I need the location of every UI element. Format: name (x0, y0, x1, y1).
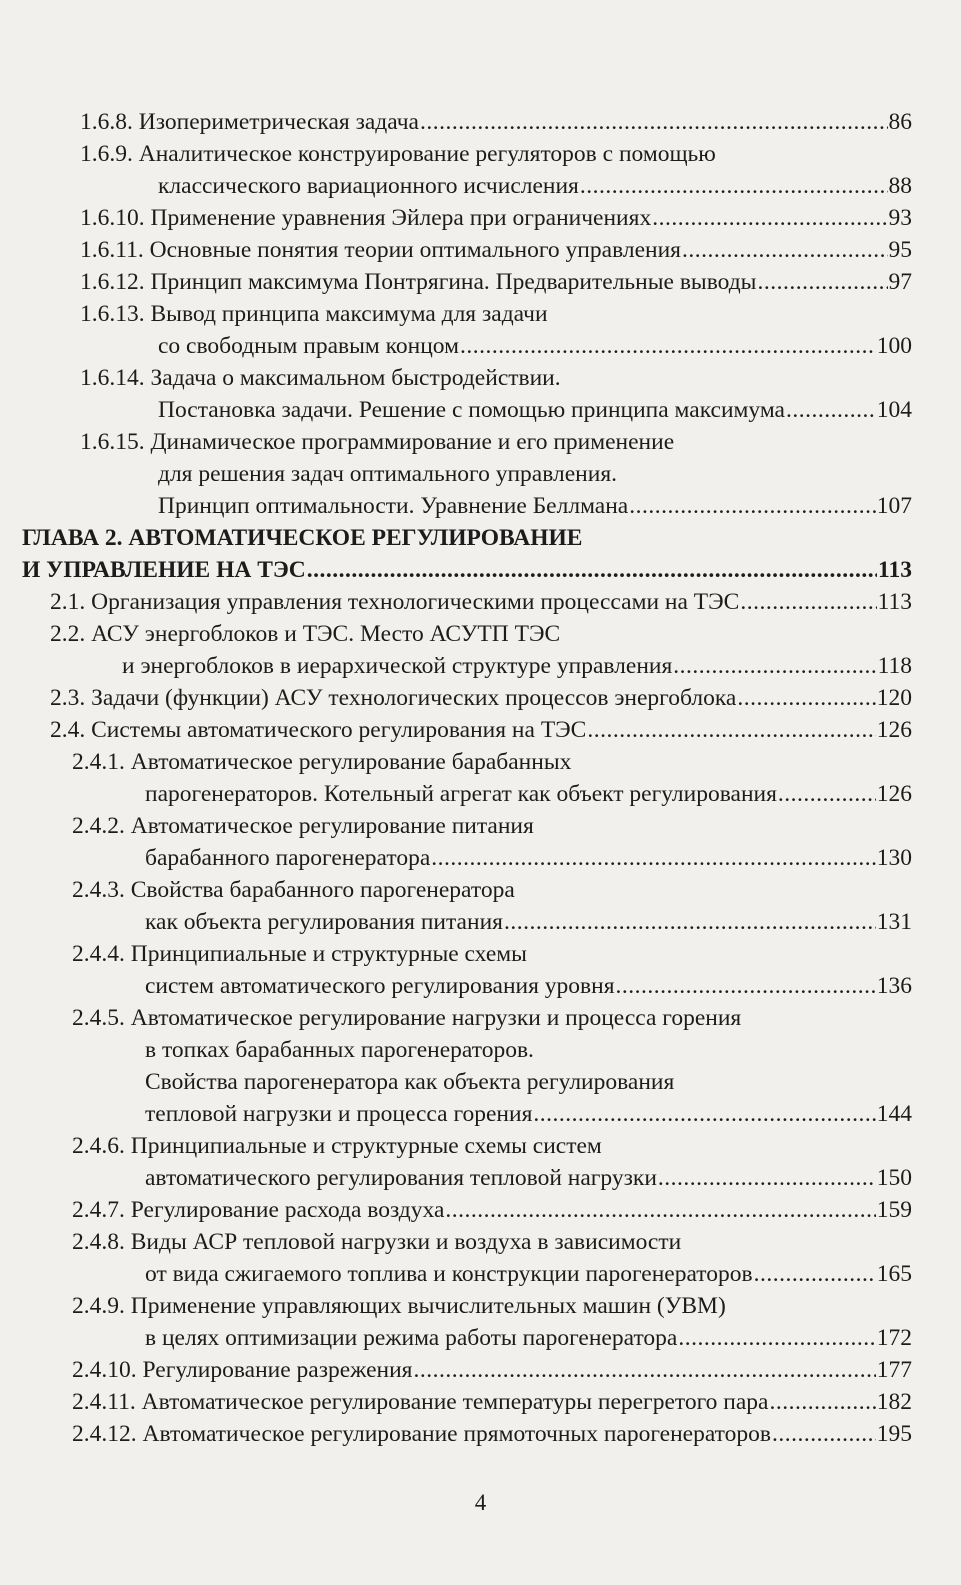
toc-entry-line (0, 650, 961, 682)
toc-entry-line (0, 202, 961, 234)
toc-page-number: 93 (888, 205, 912, 231)
toc-entry-title: 1.6.12. Принцип максимума Понтрягина. Предварительные выводы (80, 269, 757, 295)
toc-entry-leader (122, 650, 912, 682)
toc-entry-line (0, 810, 961, 842)
dot-leader (460, 330, 876, 362)
toc-page-number: 182 (876, 1389, 912, 1415)
toc-entry-title: 2.4.10. Регулирование разрежения (72, 1357, 413, 1383)
toc-entry-leader (158, 170, 912, 202)
dot-leader (420, 106, 888, 138)
toc-entry-title: 2.4.2. Автоматическое регулирование питания (72, 813, 534, 839)
toc-entry-leader (72, 1194, 912, 1226)
toc-entry-line (0, 394, 961, 426)
toc-entry-leader (145, 1322, 912, 1354)
toc-entry-line (0, 1034, 961, 1066)
toc-entry-title: Свойства парогенератора как объекта регулирования (145, 1069, 675, 1095)
dot-leader (307, 554, 877, 586)
dot-leader (504, 906, 876, 938)
toc-entry-line (0, 682, 961, 714)
toc-entry-title: 2.4. Системы автоматического регулирования на ТЭС (50, 717, 587, 743)
toc-page-number: 107 (876, 493, 912, 519)
toc-entry-title: 2.4.1. Автоматическое регулирование барабанных (72, 749, 572, 775)
dot-leader (629, 490, 876, 522)
dot-leader (658, 1162, 876, 1194)
toc-entry-line (0, 266, 961, 298)
toc-entry-title: для решения задач оптимального управления. (158, 461, 618, 487)
toc-entry-title: от вида сжигаемого топлива и конструкции парогенераторов (145, 1261, 753, 1287)
toc-entry-title: со свободным правым концом (158, 333, 459, 359)
toc-entry-line (0, 1130, 961, 1162)
toc-entry-line (0, 938, 961, 970)
toc-entry-line (0, 746, 961, 778)
table-of-contents (0, 106, 961, 1450)
dot-leader (740, 586, 876, 618)
toc-entry-leader (72, 1386, 912, 1418)
toc-page-number: 177 (876, 1357, 912, 1383)
dot-leader (587, 714, 875, 746)
dot-leader (533, 1098, 875, 1130)
toc-entry-leader (145, 778, 912, 810)
toc-entry-title: 1.6.14. Задача о максимальном быстродействии. (80, 365, 561, 391)
toc-entry-leader (158, 330, 912, 362)
toc-entry-line (0, 714, 961, 746)
toc-entry-title: 2.4.6. Принципиальные и структурные схемы систем (72, 1133, 602, 1159)
dot-leader (652, 202, 887, 234)
toc-entry-title: тепловой нагрузки и процесса горения (145, 1101, 533, 1127)
toc-entry-leader (50, 682, 912, 714)
toc-entry-title: в топках барабанных парогенераторов. (145, 1037, 534, 1063)
toc-entry-leader (145, 1162, 912, 1194)
toc-chapter-line (0, 522, 961, 554)
toc-page-number: 104 (876, 397, 912, 423)
dot-leader (580, 170, 888, 202)
toc-entry-line (0, 1258, 961, 1290)
toc-entry-title: как объекта регулирования питания (145, 909, 503, 935)
toc-entry-line (0, 1162, 961, 1194)
toc-entry-leader (80, 202, 912, 234)
toc-entry-line (0, 234, 961, 266)
toc-page-number: 120 (876, 685, 912, 711)
toc-entry-title: 2.1. Организация управления технологическими процессами на ТЭС (50, 589, 740, 615)
dot-leader (772, 1418, 876, 1450)
toc-entry-title: ГЛАВА 2. АВТОМАТИЧЕСКОЕ РЕГУЛИРОВАНИЕ (22, 525, 583, 551)
toc-entry-line (0, 1066, 961, 1098)
toc-page-number: 118 (877, 653, 912, 679)
toc-entry-line (0, 1194, 961, 1226)
toc-entry-line (0, 1290, 961, 1322)
toc-entry-title: 2.4.4. Принципиальные и структурные схемы (72, 941, 527, 967)
dot-leader (754, 1258, 876, 1290)
toc-page-number: 150 (876, 1165, 912, 1191)
toc-entry-leader (145, 970, 912, 1002)
toc-entry-line (0, 778, 961, 810)
toc-entry-line (0, 490, 961, 522)
toc-entry-leader (158, 490, 912, 522)
toc-entry-leader (72, 1418, 912, 1450)
toc-page-number: 95 (888, 237, 912, 263)
toc-page-number: 144 (876, 1101, 912, 1127)
toc-entry-title: 1.6.13. Вывод принципа максимума для задачи (80, 301, 548, 327)
toc-entry-title: 2.4.5. Автоматическое регулирование нагрузки и процесса горения (72, 1005, 742, 1031)
toc-entry-line (0, 138, 961, 170)
dot-leader (673, 650, 876, 682)
toc-entry-title: 2.4.8. Виды АСР тепловой нагрузки и воздуха в зависимости (72, 1229, 682, 1255)
toc-page-number: 113 (877, 589, 912, 615)
toc-entry-leader (145, 1098, 912, 1130)
dot-leader (445, 1194, 875, 1226)
dot-leader (431, 842, 875, 874)
toc-entry-leader (80, 106, 912, 138)
dot-leader (786, 394, 876, 426)
toc-page-number: 195 (876, 1421, 912, 1447)
toc-entry-line (0, 106, 961, 138)
toc-entry-line (0, 1418, 961, 1450)
toc-entry-line (0, 1386, 961, 1418)
toc-entry-leader (80, 234, 912, 266)
toc-entry-line (0, 586, 961, 618)
dot-leader (616, 970, 876, 1002)
dot-leader (757, 266, 887, 298)
toc-entry-leader (72, 1354, 912, 1386)
toc-entry-title: 1.6.10. Применение уравнения Эйлера при ограничениях (80, 205, 652, 231)
dot-leader (414, 1354, 876, 1386)
dot-leader (682, 234, 888, 266)
toc-page-number: 165 (876, 1261, 912, 1287)
toc-entry-line (0, 170, 961, 202)
toc-entry-line (0, 842, 961, 874)
toc-entry-title: и энергоблоков в иерархической структуре управления (122, 653, 673, 679)
toc-entry-title: 1.6.15. Динамическое программирование и его применение (80, 429, 675, 455)
toc-entry-title: Принцип оптимальности. Уравнение Беллмана (158, 493, 629, 519)
page-number: 4 (474, 1490, 487, 1515)
toc-page-number: 88 (888, 173, 912, 199)
toc-entry-line (0, 426, 961, 458)
dot-leader (737, 682, 875, 714)
toc-entry-line (0, 906, 961, 938)
toc-entry-line (0, 458, 961, 490)
toc-entry-title: 2.2. АСУ энергоблоков и ТЭС. Место АСУТП ТЭС (50, 621, 561, 647)
toc-entry-line (0, 1354, 961, 1386)
toc-entry-line (0, 362, 961, 394)
toc-page-number: 130 (876, 845, 912, 871)
toc-page-number: 126 (876, 781, 912, 807)
toc-page-number: 113 (878, 557, 912, 583)
toc-entry-line (0, 1002, 961, 1034)
toc-entry-leader (50, 714, 912, 746)
toc-page-number: 159 (876, 1197, 912, 1223)
dot-leader (778, 778, 876, 810)
toc-page-number: 97 (888, 269, 912, 295)
toc-entry-title: 2.4.3. Свойства барабанного парогенератора (72, 877, 515, 903)
toc-page-number: 126 (876, 717, 912, 743)
toc-page-number: 100 (876, 333, 912, 359)
toc-entry-title: классического вариационного исчисления (158, 173, 579, 199)
toc-entry-line (0, 970, 961, 1002)
toc-page-number: 136 (876, 973, 912, 999)
toc-entry-leader (145, 1258, 912, 1290)
toc-entry-title: И УПРАВЛЕНИЕ НА ТЭС (22, 557, 306, 583)
toc-entry-line (0, 1322, 961, 1354)
toc-entry-title: барабанного парогенератора (145, 845, 431, 871)
toc-page-number: 131 (876, 909, 912, 935)
toc-entry-title: 2.4.7. Регулирование расхода воздуха (72, 1197, 445, 1223)
toc-entry-line (0, 330, 961, 362)
toc-chapter-line (0, 554, 961, 586)
toc-entry-leader (158, 394, 912, 426)
toc-page-number: 172 (876, 1325, 912, 1351)
toc-entry-title: 1.6.8. Изопериметрическая задача (80, 109, 419, 135)
toc-entry-title: Постановка задачи. Решение с помощью принципа максимума (158, 397, 785, 423)
toc-entry-title: автоматического регулирования тепловой нагрузки (145, 1165, 657, 1191)
toc-entry-title: 2.4.12. Автоматическое регулирование прямоточных парогенераторов (72, 1421, 771, 1447)
toc-entry-line (0, 1226, 961, 1258)
dot-leader (678, 1322, 875, 1354)
dot-leader (769, 1386, 875, 1418)
toc-entry-title: 1.6.9. Аналитическое конструирование регуляторов с помощью (80, 141, 716, 167)
toc-entry-line (0, 618, 961, 650)
toc-entry-leader (22, 554, 912, 586)
toc-entry-leader (50, 586, 912, 618)
toc-entry-line (0, 874, 961, 906)
toc-entry-title: систем автоматического регулирования уровня (145, 973, 615, 999)
toc-entry-title: 1.6.11. Основные понятия теории оптимального управления (80, 237, 681, 263)
toc-entry-leader (145, 906, 912, 938)
toc-entry-line (0, 298, 961, 330)
toc-entry-line (0, 1098, 961, 1130)
toc-entry-leader (80, 266, 912, 298)
toc-entry-title: 2.4.11. Автоматическое регулирование температуры перегретого пара (72, 1389, 769, 1415)
toc-entry-title: парогенераторов. Котельный агрегат как объект регулирования (145, 781, 777, 807)
toc-page-number: 86 (888, 109, 912, 135)
toc-entry-title: 2.3. Задачи (функции) АСУ технологических процессов энергоблока (50, 685, 737, 711)
toc-entry-leader (145, 842, 912, 874)
toc-entry-title: в целях оптимизации режима работы парогенератора (145, 1325, 678, 1351)
toc-entry-title: 2.4.9. Применение управляющих вычислительных машин (УВМ) (72, 1293, 726, 1319)
